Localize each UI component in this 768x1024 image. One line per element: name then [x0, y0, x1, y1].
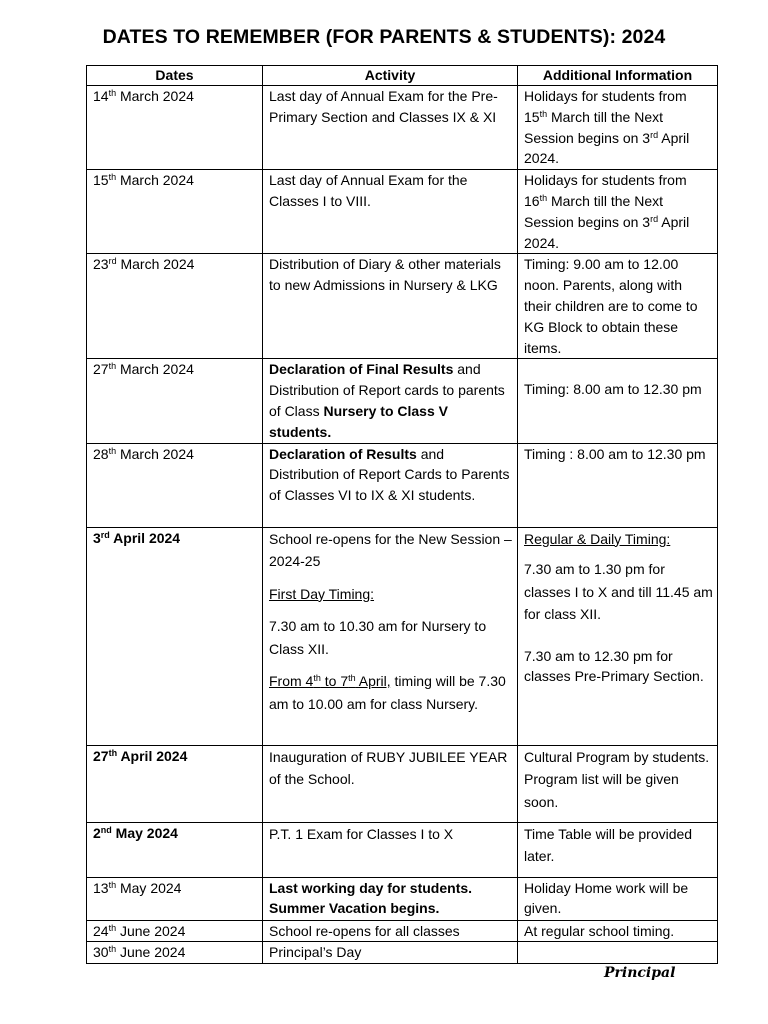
- activity-cell: School re-opens for all classes: [263, 920, 518, 942]
- table-row: [87, 745, 718, 822]
- date-cell: 15th March 2024: [87, 170, 263, 254]
- date-cell: 3rd April 2024: [87, 527, 263, 745]
- table-row: [87, 942, 718, 964]
- info-cell: Cultural Program by students. Program list will be given soon.: [518, 745, 718, 822]
- dates-table: [86, 65, 718, 964]
- page-title: DATES TO REMEMBER (FOR PARENTS & STUDENTS): 2024: [102, 26, 666, 48]
- info-cell: Holidays for students from 15th March till the Next Session begins on 3rd April 2024.: [518, 86, 718, 170]
- activity-cell: P.T. 1 Exam for Classes I to X: [263, 822, 518, 877]
- table-row: [87, 920, 718, 942]
- column-header-activity: Activity: [263, 66, 518, 86]
- table-row: [87, 359, 718, 443]
- date-cell: 30th June 2024: [87, 942, 263, 964]
- info-cell: Timing: 8.00 am to 12.30 pm: [518, 359, 718, 443]
- date-cell: 27th March 2024: [87, 359, 263, 443]
- date-cell: 13th May 2024: [87, 877, 263, 920]
- date-cell: 27th April 2024: [87, 745, 263, 822]
- date-cell: 2nd May 2024: [87, 822, 263, 877]
- activity-cell: Declaration of Results and Distribution of Report Cards to Parents of Classes VI to IX & XI students.: [263, 443, 518, 527]
- table-row: [87, 254, 718, 359]
- activity-cell: Last day of Annual Exam for the Pre-Primary Section and Classes IX & XI: [263, 86, 518, 170]
- table-row: [87, 527, 718, 745]
- activity-cell: Distribution of Diary & other materials to new Admissions in Nursery & LKG: [263, 254, 518, 359]
- info-cell: At regular school timing.: [518, 920, 718, 942]
- activity-cell: Principal’s Day: [263, 942, 518, 964]
- info-cell: Timing : 8.00 am to 12.30 pm: [518, 443, 718, 527]
- activity-cell: [263, 527, 518, 745]
- activity-paragraph: From 4th to 7th April, timing will be 7.30 am to 10.00 am for class Nursery.: [269, 673, 506, 712]
- regular-timing-heading: Regular & Daily Timing:: [524, 530, 671, 547]
- activity-paragraph: School re-opens for the New Session – 2024-25: [269, 530, 512, 570]
- info-cell: Holiday Home work will be given.: [518, 877, 718, 920]
- date-cell: 14th March 2024: [87, 86, 263, 170]
- activity-cell: Declaration of Final Results and Distribution of Report cards to parents of Class Nursery to Class V students.: [263, 359, 518, 443]
- info-paragraph: 7.30 am to 12.30 pm for classes Pre-Primary Section.: [524, 647, 704, 685]
- date-cell: 28th March 2024: [87, 443, 263, 527]
- table-header-row: [87, 66, 718, 86]
- column-header-dates: Dates: [87, 66, 263, 86]
- first-day-timing-heading: First Day Timing:: [269, 585, 375, 602]
- activity-cell: Last day of Annual Exam for the Classes I to VIII.: [263, 170, 518, 254]
- table-row: [87, 877, 718, 920]
- activity-paragraph: 7.30 am to 10.30 am for Nursery to Class XII.: [269, 618, 487, 657]
- info-cell: [518, 527, 718, 745]
- table-row: [87, 443, 718, 527]
- principal-signature: Principal: [604, 965, 676, 981]
- info-cell: Time Table will be provided later.: [518, 822, 718, 877]
- date-cell: 23rd March 2024: [87, 254, 263, 359]
- activity-cell: Inauguration of RUBY JUBILEE YEAR of the School.: [263, 745, 518, 822]
- info-cell: Holidays for students from 16th March till the Next Session begins on 3rd April 2024.: [518, 170, 718, 254]
- info-paragraph: 7.30 am to 1.30 pm for classes I to X and till 11.45 am for class XII.: [524, 561, 713, 623]
- activity-cell: Last working day for students. Summer Vacation begins.: [263, 877, 518, 920]
- column-header-additional-information: Additional Information: [518, 66, 718, 86]
- table-row: [87, 822, 718, 877]
- info-cell: Timing: 9.00 am to 12.00 noon. Parents, along with their children are to come to KG Block to obtain these items.: [518, 254, 718, 359]
- table-row: [87, 86, 718, 170]
- table-row: [87, 170, 718, 254]
- date-cell: 24th June 2024: [87, 920, 263, 942]
- info-cell: [518, 942, 718, 964]
